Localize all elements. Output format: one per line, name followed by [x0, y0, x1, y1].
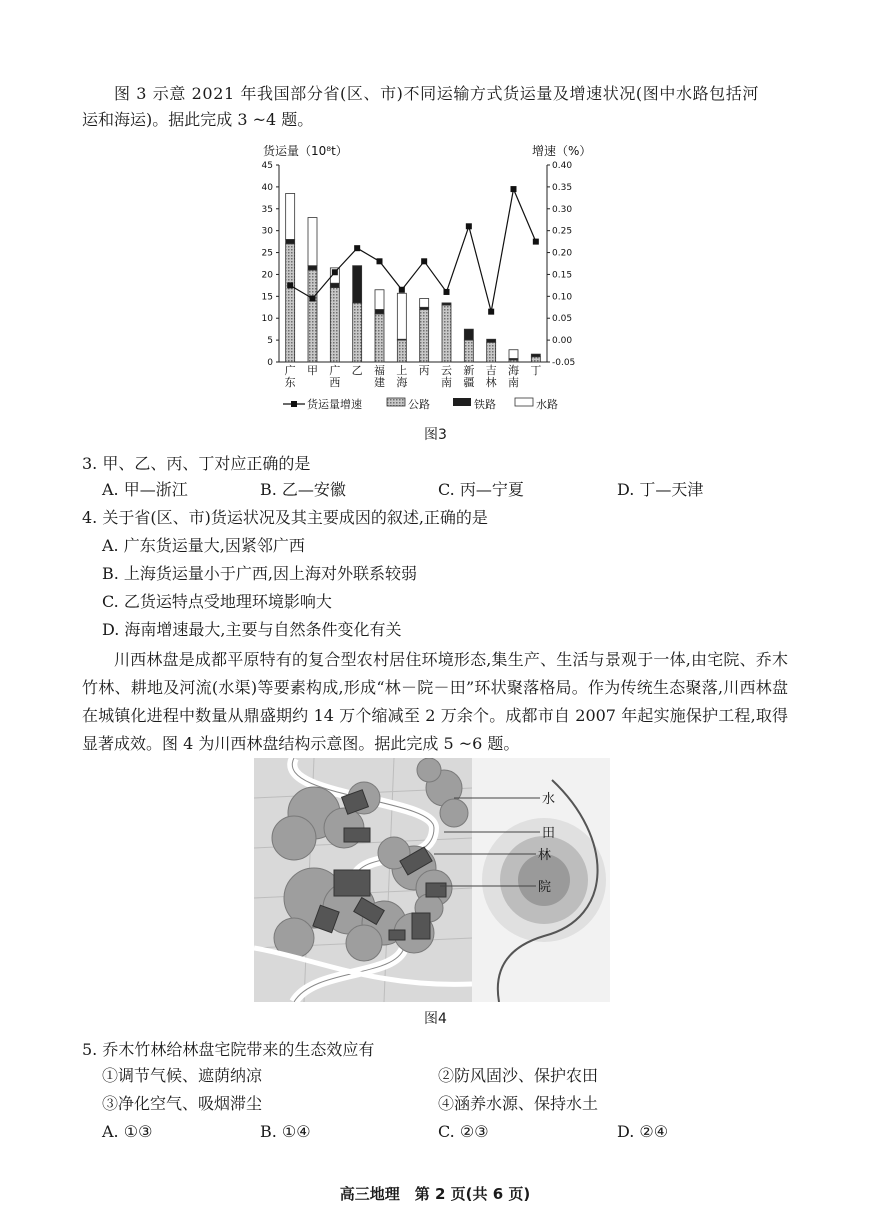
legend-rail: 铁路: [474, 398, 496, 411]
category-label: 吉: [485, 364, 497, 377]
bar-road: [397, 340, 406, 362]
category-label: 林: [485, 376, 497, 389]
category-label: 乙: [351, 364, 363, 377]
right-tick-label: 0.10: [552, 292, 573, 303]
right-tick-label: 0.40: [552, 161, 573, 171]
q5-stem: 5. 乔木竹林给林盘宅院带来的生态效应有: [82, 1040, 375, 1059]
q4-option-a[interactable]: A. 广东货运量大,因紧邻广西: [102, 536, 305, 555]
right-tick-label: -0.05: [552, 358, 576, 368]
category-label: 上: [396, 364, 408, 377]
bar-rail: [375, 309, 384, 313]
bar-road: [286, 244, 295, 362]
page-footer: 高三地理 第 2 页(共 6 页): [339, 1185, 531, 1203]
bar-road: [420, 309, 429, 362]
category-label: 疆: [463, 376, 475, 389]
bar-water: [397, 293, 406, 339]
category-label: 海: [508, 364, 519, 377]
q3-option-b[interactable]: B. 乙—安徽: [260, 480, 346, 499]
label-field: 田: [542, 826, 556, 841]
figure4-caption: 图4: [424, 1011, 447, 1027]
bar-road: [330, 288, 339, 362]
left-tick-label: 10: [261, 314, 273, 325]
category-label: 甲: [307, 364, 318, 377]
bar-road: [487, 342, 496, 362]
growth-point: [488, 309, 494, 315]
bar-rail: [464, 329, 473, 340]
bar-water: [286, 193, 295, 239]
growth-point: [332, 269, 338, 275]
left-tick-label: 5: [267, 336, 273, 347]
left-tick-label: 25: [261, 248, 273, 259]
q4-option-d[interactable]: D. 海南增速最大,主要与自然条件变化有关: [102, 620, 402, 639]
q4-option-c[interactable]: C. 乙货运特点受地理环境影响大: [102, 592, 332, 611]
left-tick-label: 35: [261, 204, 273, 215]
right-axis-title: 增速（%）: [532, 144, 592, 158]
growth-point: [421, 258, 427, 264]
bar-rail: [308, 266, 317, 270]
right-tick-label: 0.15: [552, 270, 573, 281]
legend-point-marker: [291, 401, 297, 407]
q4-stem: 4. 关于省(区、市)货运状况及其主要成因的叙述,正确的是: [82, 508, 488, 527]
growth-point: [511, 186, 517, 192]
growth-point: [287, 282, 293, 288]
q3-option-c[interactable]: C. 丙—宁夏: [438, 480, 524, 499]
bar-road: [308, 270, 317, 362]
category-label: 丁: [530, 364, 542, 377]
bar-rail: [442, 303, 451, 305]
category-label: 丙: [418, 364, 430, 377]
intro-paragraph-2-text: 川西林盘是成都平原特有的复合型农村居住环境形态,集生产、生活与景观于一体,由宅院、乔木竹林、耕地及河流(水渠)等要素构成,形成“林－院－田”环状聚落格局。作为传统生态聚落,川西林盘在城镇化进程中数量从鼎盛期约 14 万个缩减至 2 万余个。成都市自 2007 年起实施保护工程,取得显著成效。图 4 为川西林盘结构示意图。据此完成 5 ~6 题。: [82, 650, 788, 753]
growth-point: [533, 239, 539, 245]
category-label: 建: [374, 376, 385, 389]
right-tick-label: 0.20: [552, 248, 573, 259]
category-label: 海: [396, 376, 408, 389]
q5-option-a[interactable]: A. ①③: [102, 1122, 153, 1141]
category-label: 东: [284, 376, 296, 389]
label-courtyard: 院: [538, 880, 552, 895]
linpan-structure-diagram: [254, 758, 610, 1002]
figure3-caption: 图3: [424, 427, 447, 443]
legend-road: 公路: [408, 398, 430, 411]
left-tick-label: 40: [261, 182, 273, 193]
bar-road: [375, 314, 384, 362]
left-axis-title: 货运量（10⁸t）: [263, 144, 348, 158]
left-tick-label: 30: [261, 226, 273, 237]
q5-statement-3: ③净化空气、吸烟滞尘: [102, 1094, 263, 1113]
bar-water: [509, 350, 518, 359]
category-label: 广: [284, 364, 296, 377]
category-label: 广: [329, 364, 341, 377]
category-label: 西: [329, 376, 341, 389]
growth-point: [399, 287, 405, 293]
bar-rail: [531, 354, 540, 357]
bar-road: [464, 340, 473, 362]
bar-rail: [330, 283, 339, 287]
q5-option-d[interactable]: D. ②④: [617, 1122, 669, 1141]
bar-water: [308, 218, 317, 266]
left-tick-label: 0: [267, 358, 273, 368]
right-tick-label: 0.05: [552, 314, 573, 325]
q5-option-b[interactable]: B. ①④: [260, 1122, 311, 1141]
legend-water: 水路: [536, 398, 558, 411]
q5-statement-4: ④涵养水源、保持水土: [438, 1094, 599, 1113]
bar-rail: [487, 339, 496, 342]
freight-chart: [0, 138, 870, 458]
legend-rail-swatch: [453, 398, 471, 406]
q5-statement-2: ②防风固沙、保护农田: [438, 1066, 599, 1085]
q3-stem: 3. 甲、乙、丙、丁对应正确的是: [82, 454, 311, 473]
category-label: 新: [463, 364, 475, 377]
intro-line-1: 图 3 示意 2021 年我国部分省(区、市)不同运输方式货运量及增速状况(图中水路包括河: [114, 84, 759, 103]
growth-point: [354, 245, 360, 251]
left-tick-label: 45: [261, 161, 273, 171]
category-label: 南: [508, 376, 519, 389]
right-tick-label: 0.00: [552, 336, 573, 347]
growth-point: [377, 258, 383, 264]
label-water: 水: [542, 792, 556, 807]
right-tick-label: 0.35: [552, 182, 573, 193]
category-label: 云: [441, 364, 452, 377]
bar-road: [353, 303, 362, 362]
bar-road: [442, 305, 451, 362]
growth-line: [290, 189, 536, 312]
left-tick-label: 20: [261, 270, 273, 281]
left-tick-label: 15: [261, 292, 273, 303]
bar-water: [420, 299, 429, 308]
label-forest: 林: [538, 848, 552, 863]
intro-line-2: 运和海运)。据此完成 3 ~4 题。: [82, 110, 314, 129]
category-label: 南: [441, 376, 452, 389]
q5-option-c[interactable]: C. ②③: [438, 1122, 489, 1141]
legend-growth: 货运量增速: [307, 398, 362, 411]
q3-option-d[interactable]: D. 丁—天津: [617, 480, 704, 499]
bar-road: [531, 357, 540, 362]
legend-road-swatch: [387, 398, 405, 406]
q5-statement-1: ①调节气候、遮荫纳凉: [102, 1066, 263, 1085]
intro-paragraph-2: [82, 646, 788, 758]
q3-option-a[interactable]: A. 甲—浙江: [102, 480, 188, 499]
right-tick-label: 0.25: [552, 226, 573, 237]
right-tick-label: 0.30: [552, 204, 573, 215]
growth-point: [466, 223, 472, 229]
q4-option-b[interactable]: B. 上海货运量小于广西,因上海对外联系较弱: [102, 564, 418, 583]
bar-rail: [353, 266, 362, 303]
bar-rail: [286, 239, 295, 243]
growth-point: [444, 289, 450, 295]
growth-point: [310, 296, 316, 302]
legend-water-swatch: [515, 398, 533, 406]
category-label: 福: [374, 364, 385, 377]
bar-water: [375, 290, 384, 310]
